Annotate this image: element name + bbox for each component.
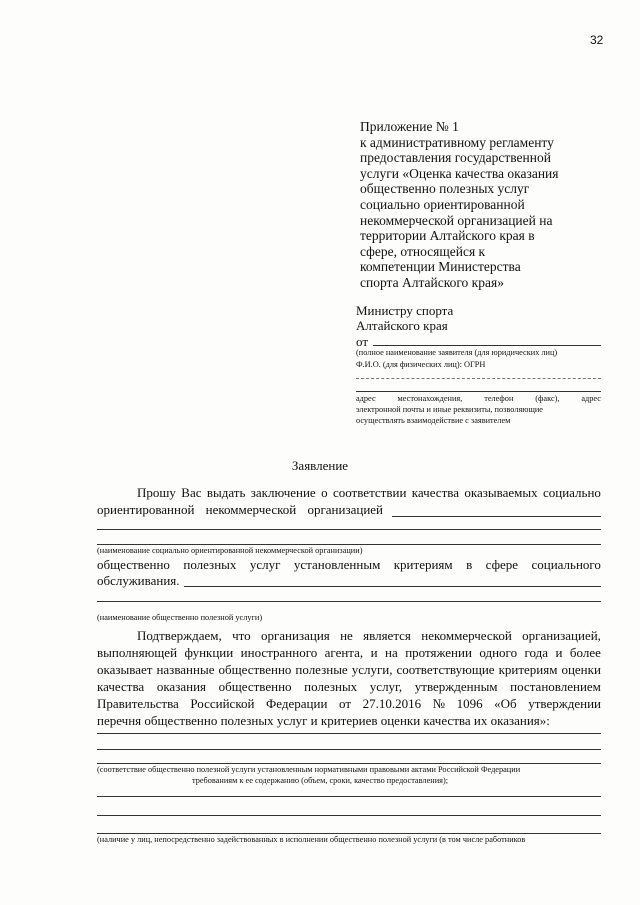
word: оказывает <box>97 662 153 677</box>
word: от <box>338 696 351 711</box>
word: оценки <box>561 662 601 677</box>
word: полезных <box>183 557 237 572</box>
compliance-field-line-1[interactable] <box>97 733 601 734</box>
word: иностранного <box>240 645 318 660</box>
annex-line: спорта Алтайского края» <box>360 274 504 290</box>
hint-word: местонахождения, <box>397 394 463 403</box>
hint-word: телефон <box>484 394 514 403</box>
page-number: 32 <box>590 33 604 47</box>
p1-line-2 <box>97 502 383 518</box>
annex-line: территории Алтайского края в <box>360 228 535 244</box>
word: функции <box>184 645 234 660</box>
organization-field-line-3[interactable] <box>97 544 601 545</box>
applicant-hint-1: (полное наименование заявителя (для юридических лиц) <box>356 348 558 357</box>
word: оказания <box>156 679 207 694</box>
word: установленным <box>293 557 381 572</box>
word: соответствующие <box>396 662 495 677</box>
word: общественно <box>97 557 170 572</box>
staff-field-line-1[interactable] <box>97 796 601 797</box>
staff-caption: (наличие у лиц, непосредственно задействованных в исполнении общественно полезной услуги (в том числе работников <box>97 835 526 844</box>
hint-word: (факс), <box>535 394 560 403</box>
word: организация <box>260 628 330 643</box>
staff-field-line-3[interactable] <box>97 833 601 834</box>
word: утвержденным <box>414 679 498 694</box>
document-title: Заявление <box>291 458 349 473</box>
word: постановлением <box>510 679 601 694</box>
word: что <box>232 628 251 643</box>
word: общественно <box>218 679 292 694</box>
compliance-caption-2: требованиям к ее содержанию (объем, сроки, качество предоставления); <box>191 776 449 785</box>
organization-caption: (наименование социально ориентированной некоммерческой организации) <box>97 546 363 555</box>
annex-header <box>360 119 559 291</box>
word: года <box>524 645 549 660</box>
word: Федерации <box>266 696 328 711</box>
word: качества <box>411 485 459 500</box>
address-field-line[interactable] <box>356 391 601 392</box>
p3-line-6: перечня общественно полезных услуг и критериев оценки качества их оказания»: <box>97 713 550 728</box>
word: более <box>569 645 601 660</box>
staff-field-line-2[interactable] <box>97 815 601 816</box>
word: организацией <box>307 502 383 517</box>
p3-line-4 <box>97 679 601 695</box>
word: «Об <box>494 696 517 711</box>
word: о <box>321 485 328 500</box>
p2-line-1 <box>97 557 601 573</box>
word: не <box>340 628 353 643</box>
compliance-caption-1: (соответствие общественно полезной услуги установленным нормативными правовыми актами Российской Федерации <box>97 765 521 774</box>
annex-line: социально ориентированной <box>360 196 525 212</box>
organization-field-line[interactable] <box>392 516 601 517</box>
service-caption: (наименование общественно полезной услуги) <box>97 613 263 622</box>
word: некоммерческой <box>205 502 297 517</box>
word: агента, <box>324 645 364 660</box>
from-field-line[interactable] <box>373 345 601 346</box>
word: общественно <box>218 662 292 677</box>
word: ориентированной <box>97 502 195 517</box>
word: выполняющей <box>97 645 178 660</box>
word: и <box>370 645 378 660</box>
word: Вас <box>181 485 202 500</box>
annex-line: предоставления государственной <box>360 150 551 166</box>
annex-line: услуги «Оценка качества оказания <box>360 165 559 181</box>
word: названные <box>156 662 215 677</box>
word: одного <box>479 645 518 660</box>
annex-line: компетенции Министерства <box>360 259 521 275</box>
hint-word: адрес <box>581 394 601 403</box>
word: организацией, <box>522 628 601 643</box>
word: соответствии <box>332 485 407 500</box>
word: критериям <box>393 557 453 572</box>
p3-line-2 <box>97 645 601 661</box>
word: социального <box>531 557 601 572</box>
organization-field-line-2[interactable] <box>97 529 601 530</box>
annex-line: общественно полезных услуг <box>360 181 530 197</box>
compliance-field-line-3[interactable] <box>97 763 601 764</box>
word: утверждении <box>528 696 601 711</box>
word: услуги, <box>351 662 393 677</box>
word: Подтверждаем, <box>137 628 222 643</box>
word: на <box>385 645 398 660</box>
word: Прошу <box>137 485 176 500</box>
address-hint-3: осуществлять взаимодействие с заявителем <box>356 416 511 425</box>
p3-line-3 <box>97 662 601 678</box>
word: критериям <box>498 662 558 677</box>
word: оказываемых <box>464 485 538 500</box>
p3-line-1 <box>137 628 601 644</box>
word: и <box>555 645 563 660</box>
word: Правительства <box>97 696 179 711</box>
addressee-line-2: Алтайского края <box>356 318 448 333</box>
word: социально <box>542 485 601 500</box>
applicant-field-line[interactable] <box>356 378 601 379</box>
word: сфере <box>485 557 519 572</box>
word: услуг, <box>369 679 403 694</box>
word: полезных <box>304 679 358 694</box>
word: 27.10.2016 <box>362 696 422 711</box>
word: в <box>466 557 473 572</box>
word: является <box>363 628 411 643</box>
hint-word: адрес <box>356 394 376 403</box>
word: заключение <box>250 485 316 500</box>
word: некоммерческой <box>421 628 512 643</box>
address-hint-1 <box>356 393 601 404</box>
service-field-line-2[interactable] <box>97 601 601 602</box>
p3-line-5 <box>97 696 601 712</box>
annex-line: некоммерческой организацией на <box>360 212 553 228</box>
word: № <box>432 696 446 711</box>
addressee-line-1: Министру спорта <box>356 303 454 318</box>
word: качества <box>97 679 145 694</box>
word: Российской <box>190 696 255 711</box>
annex-line: к административному регламенту <box>360 134 554 150</box>
word: протяжении <box>405 645 472 660</box>
applicant-hint-2: Ф.И.О. (для физических лиц): ОГРН <box>356 360 486 369</box>
compliance-field-line-2[interactable] <box>97 749 601 750</box>
address-hint-2: электронной почты и иные реквизиты, позволяющие <box>356 405 543 414</box>
word: услуг <box>249 557 281 572</box>
service-field-line[interactable] <box>184 586 601 587</box>
word: полезные <box>295 662 348 677</box>
annex-line: Приложение № 1 <box>360 119 459 134</box>
p1-line-1 <box>137 485 601 501</box>
p2-line-2: обслуживания. <box>97 573 180 588</box>
word: выдать <box>206 485 246 500</box>
from-label: от <box>356 334 369 349</box>
annex-line: сфере, относящейся к <box>360 243 486 259</box>
word: 1096 <box>456 696 483 711</box>
